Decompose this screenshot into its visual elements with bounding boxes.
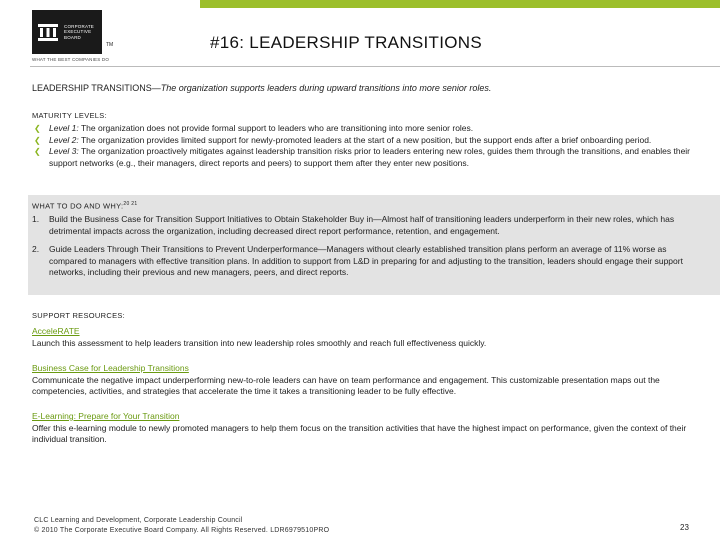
resource-description: Communicate the negative impact underperforming new-to-role leaders can have on team performance and engagement. This customizable presentation maps out the competencies, activities, and strategies that accelerate the time it takes a transitioning leader to be fully effective. [32,374,660,396]
header-divider [30,66,720,67]
footer-copyright: © 2010 The Corporate Executive Board Company. All Rights Reserved. LDR6979510PRO [34,527,330,534]
resource-business-case [32,363,697,398]
what-to-do-label: WHAT TO DO AND WHY:$^{20 21}$ [32,201,138,211]
check-bullet-icon: ❮ [34,135,41,145]
footer-line-1: CLC Learning and Development, Corporate Leadership Council [34,517,243,524]
maturity-level-1: ❮ Level 1: The organization does not provide formal support to leaders who are transitioning into more senior roles. [34,123,474,133]
page-title: #16: LEADERSHIP TRANSITIONS [210,33,483,52]
maturity-level-2: ❮ Level 2: The organization provides limited support for newly-promoted leaders at the start of a new position, but the support ends after a brief onboarding period. [34,134,652,145]
footer [34,516,329,536]
resource-description: Offer this e-learning module to newly promoted managers to help them focus on the transition activities that have the highest impact on performance, given the context of their individual transition. [32,422,687,444]
support-resources-label: SUPPORT RESOURCES: [32,311,126,320]
company-logo [32,10,102,54]
resource-accelerate [32,326,697,349]
resource-link-accelerate[interactable]: AcceleRATE [32,326,80,336]
maturity-level-3: ❮ Level 3: The organization proactively mitigates against leadership transition risks prior to leaders entering new roles, guides them through the transitions, and enables their support networks (e.g., their managers, direct reports and peers) to support them after they enter new positions. [34,146,691,168]
what-to-do-list [32,214,692,286]
header-accent-bar [200,0,720,8]
section-title: LEADERSHIP TRANSITIONS [32,83,152,93]
page-number: 23 [680,523,689,532]
check-bullet-icon: ❮ [34,147,41,156]
logo-wordmark: CORPORATE EXECUTIVE BOARD [64,23,94,40]
what-to-do-item-1: 1. Build the Business Case for Transition Support Initiatives to Obtain Stakeholder Buy in—Almost half of transitioning leaders underperform in their new roles, which has detrimental impacts across the organization, including decreased direct report performance, retention, and engagement. [32,214,675,236]
logo-tagline: WHAT THE BEST COMPANIES DO [32,57,110,62]
maturity-levels-list [32,123,692,169]
trademark: TM [106,42,114,48]
building-icon [36,20,60,44]
section-description: —The organization supports leaders during upward transitions into more senior roles. [151,83,492,93]
check-bullet-icon: ❮ [34,124,41,133]
section-heading [32,83,491,93]
maturity-levels-label: MATURITY LEVELS: [32,111,107,120]
what-to-do-item-2: 2. Guide Leaders Through Their Transitions to Prevent Underperformance—Managers without clearly established transition plans perform an average of 11% worse as compared to managers with effective transition plans. In addition to support from L&D in preparing for and adjusting to the transition, leaders should engage their support networks, including their previous and new managers, peers, and direct reports. [32,244,683,277]
resource-link-business-case[interactable]: Business Case for Leadership Transitions [32,363,189,373]
resource-elearning [32,411,697,446]
resource-description: Launch this assessment to help leaders transition into new leadership roles smoothly and reach full effectiveness quickly. [32,337,487,348]
resource-link-elearning[interactable]: E-Learning: Prepare for Your Transition [32,411,180,421]
